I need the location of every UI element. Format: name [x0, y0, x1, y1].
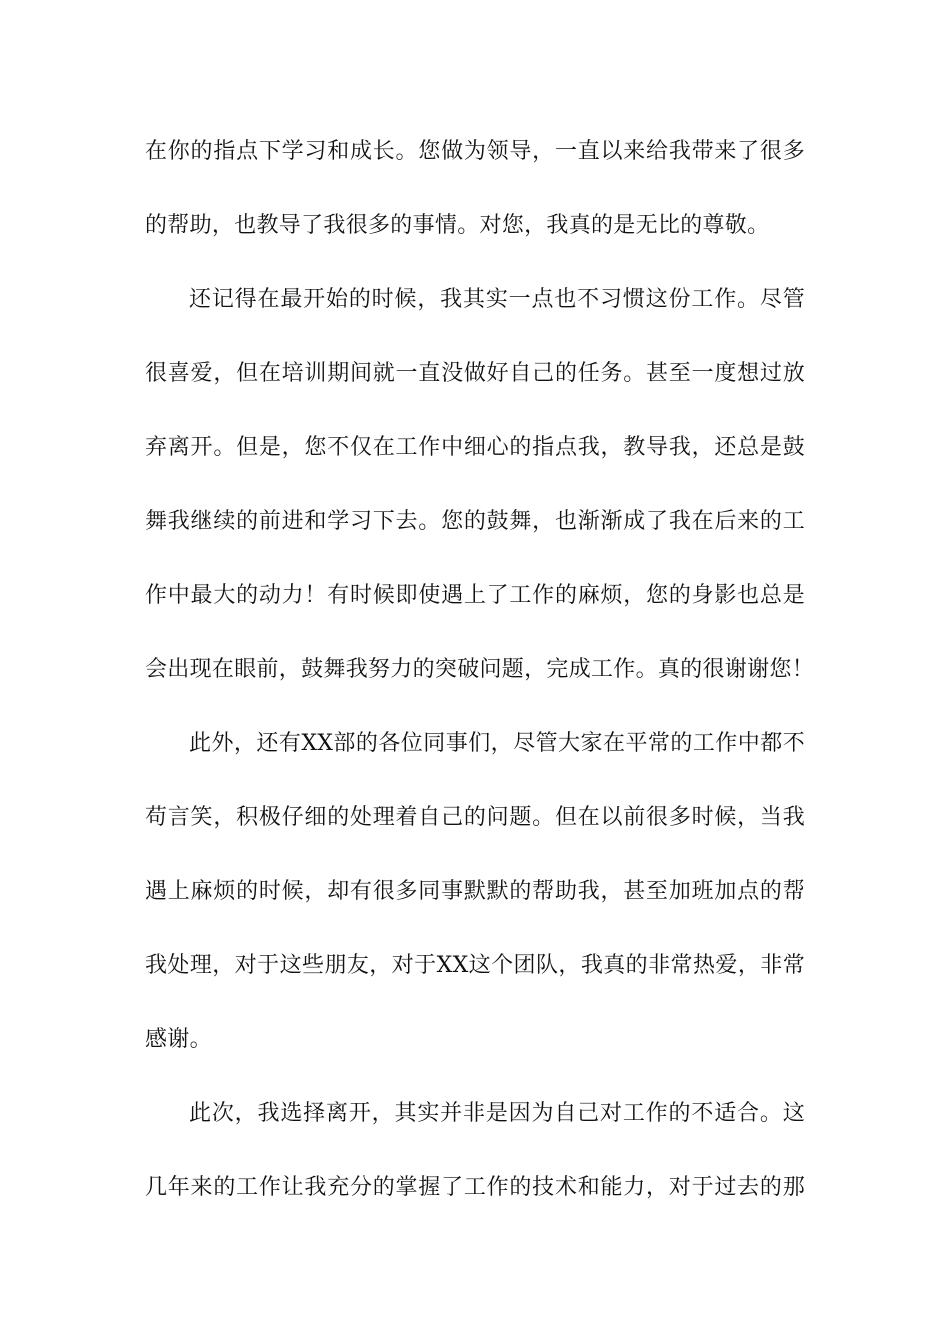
text-line: 的帮助，也教导了我很多的事情。对您，我真的是无比的尊敬。: [145, 213, 770, 238]
text-line: 作中最大的动力！有时候即使遇上了工作的麻烦，您的身影也总是: [145, 583, 805, 608]
text-line: 会出现在眼前，鼓舞我努力的突破问题，完成工作。真的很谢谢您！: [145, 657, 815, 682]
text-line: 舞我继续的前进和学习下去。您的鼓舞，也渐渐成了我在后来的工: [145, 509, 805, 534]
text-line: 此外，还有XX部的各位同事们，尽管大家在平常的工作中都不: [189, 731, 805, 756]
text-line: 遇上麻烦的时候，却有很多同事默默的帮助我，甚至加班加点的帮: [145, 879, 805, 904]
text-line: 在你的指点下学习和成长。您做为领导，一直以来给我带来了很多: [145, 139, 805, 164]
text-line: 几年来的工作让我充分的掌握了工作的技术和能力，对于过去的那: [145, 1175, 805, 1200]
text-line: 弃离开。但是，您不仅在工作中细心的指点我，教导我，还总是鼓: [145, 435, 805, 460]
text-line: 苟言笑，积极仔细的处理着自己的问题。但在以前很多时候，当我: [145, 805, 805, 830]
text-line: 此次，我选择离开，其实并非是因为自己对工作的不适合。这: [189, 1101, 805, 1126]
text-line: 我处理，对于这些朋友，对于XX这个团队，我真的非常热爱，非常: [145, 953, 805, 978]
text-line: 感谢。: [145, 1027, 212, 1052]
text-line: 还记得在最开始的时候，我其实一点也不习惯这份工作。尽管: [189, 287, 805, 312]
text-line: 很喜爱，但在培训期间就一直没做好自己的任务。甚至一度想过放: [145, 361, 805, 386]
document-body: [145, 130, 815, 1240]
